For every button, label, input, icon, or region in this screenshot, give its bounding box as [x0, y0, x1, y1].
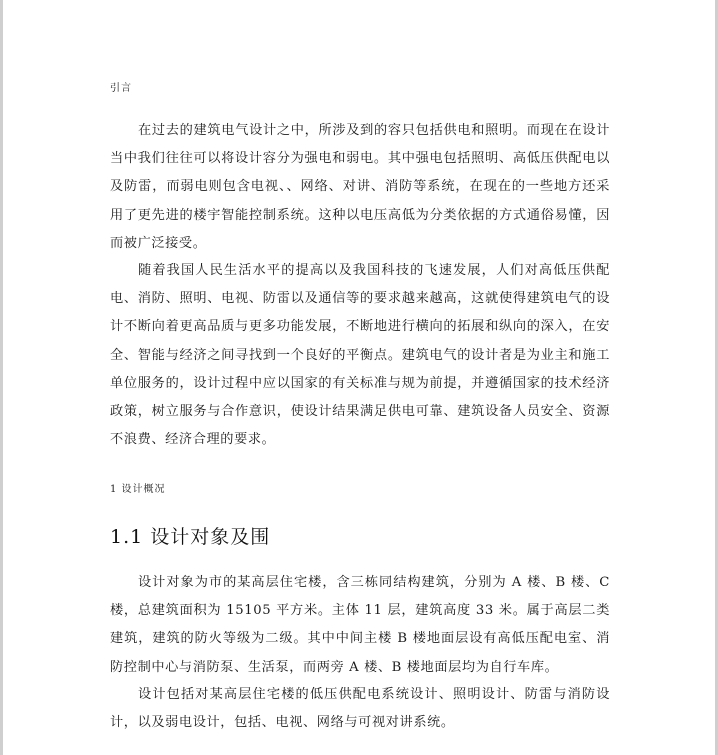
intro-paragraph-1: 在过去的建筑电气设计之中，所涉及到的容只包括供电和照明。而现在在设计当中我们往往可以将设计容分为强电和弱电。其中强电包括照明、高低压供配电以及防雷，而弱电则包含电视、、网络、对讲、消防等系统，在现在的一些地方还采用了更先进的楼宇智能控制系统。这种以电压高低为分类依据的方式通俗易懂，因而被广泛接受。: [110, 123, 610, 251]
intro-paragraph-2: 随着我国人民生活水平的提高以及我国科技的飞速发展，人们对高低压供配电、消防、照明、电视、防雷以及通信等的要求越来越高，这就使得建筑电气的设计不断向着更高品质与更多功能发展，不断地进行横向的拓展和纵向的深入，在安全、智能与经济之间寻找到一个良好的平衡点。建筑电气的设计者是为业主和施工单位服务的，设计过程中应以国家的有关标准与规为前提，并遵循国家的技术经济政策，树立服务与合作意识，使设计结果满足供电可靠、建筑设备人员安全、资源不浪费、经济合理的要求。: [110, 263, 610, 448]
chapter-heading: 1 设计概况: [110, 484, 166, 495]
section-title: 1.1 设计对象及围: [110, 526, 271, 548]
section-paragraph-1: 设计对象为市的某高层住宅楼，含三栋同结构建筑，分别为 A 楼、B 楼、C 楼，总建筑面积为 15105 平方米。主体 11 层，建筑高度 33 米。属于高层二类建筑，建筑的防火等级为二级。其中中间主楼 B 楼地面层设有高低压配电室、消防控制中心与消防泵、生活泵，而两旁 A 楼、B 楼地面层均为自行车库。: [110, 575, 610, 675]
page-edge-left: [0, 0, 3, 755]
intro-heading: 引言: [110, 83, 132, 94]
section-paragraph-2: 设计包括对某高层住宅楼的低压供配电系统设计、照明设计、防雷与消防设计，以及弱电设计，包括、电视、网络与可视对讲系统。: [110, 687, 610, 731]
